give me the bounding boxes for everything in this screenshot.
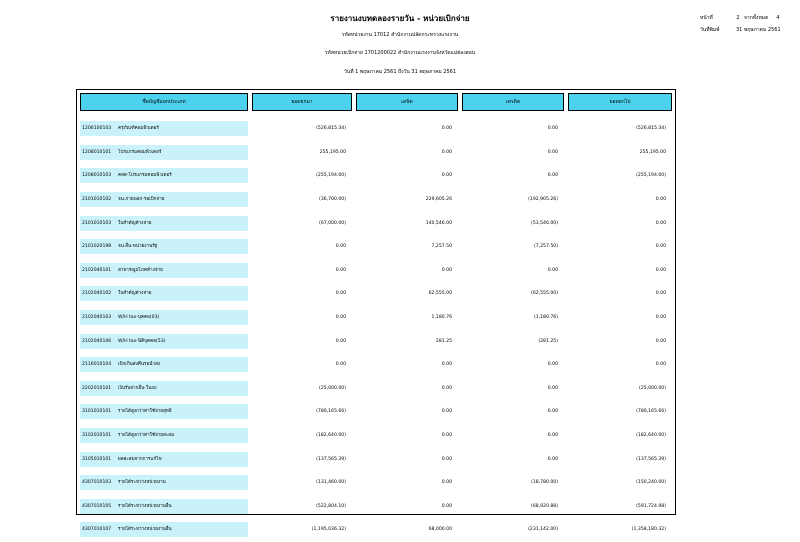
account-name: คสส-โปรแกรมคอมพิวเตอร์ [118, 173, 172, 179]
closing-balance-cell: 0.00 [655, 315, 666, 321]
account-code: 2102040106 [82, 338, 112, 344]
account-code: 2101010103 [82, 220, 112, 226]
account-name: รายได้ระหว่างหน่วยงานอื่น [118, 503, 172, 509]
table-row [80, 117, 672, 141]
debit-cell: 0.00 [441, 409, 452, 415]
print-date: 31 พฤษภาคม 2561 [736, 27, 781, 33]
debit-cell: 0.00 [441, 456, 452, 462]
credit-cell: 0.00 [547, 409, 558, 415]
report-title: รายงานงบทดลองรายวัน - หน่วยเบิกจ่าย [330, 14, 470, 23]
credit-cell: (53,546.00) [531, 220, 558, 226]
debit-cell: 0.00 [441, 126, 452, 132]
account-name: ใบสำคัญค้างจ่าย [118, 291, 152, 297]
credit-cell: (192,905.26) [528, 197, 558, 203]
closing-balance-cell: 0.00 [655, 244, 666, 250]
closing-balance-cell: (780,165.66) [636, 409, 666, 415]
column-header-debit: เดบิต [356, 93, 458, 111]
opening-balance-cell: 0.00 [335, 362, 346, 368]
account-code: 2102040103 [82, 315, 112, 321]
account-cell [80, 263, 248, 278]
account-cell [80, 381, 248, 396]
account-code: 4307010103 [82, 480, 112, 486]
closing-balance-cell: 0.00 [655, 338, 666, 344]
table-row [80, 141, 672, 165]
opening-balance-cell: 255,195.00 [319, 149, 346, 155]
account-cell [80, 310, 248, 325]
account-code: 2116010104 [82, 362, 112, 368]
account-cell [80, 334, 248, 349]
account-code: 3101010101 [82, 409, 112, 415]
account-code: 1208010101 [82, 149, 112, 155]
credit-cell: (1,180.76) [533, 315, 558, 321]
table-header [80, 93, 672, 111]
agency-line: รหัสหน่วยงาน 17012 สำนักงานปลัดกระทรวงแรงงาน [341, 32, 459, 38]
page-label: หน้าที่ [700, 15, 713, 21]
table-row [80, 329, 672, 353]
opening-balance-cell: (137,565.39) [316, 456, 346, 462]
account-name: เบิกเกินส่งคืนรอนำส่ง [118, 362, 161, 368]
debit-cell: 0.00 [441, 362, 452, 368]
table-row [80, 164, 672, 188]
debit-cell: 0.00 [441, 480, 452, 486]
debit-cell: 0.00 [441, 267, 452, 273]
table-row [80, 188, 672, 212]
account-name: จน.อื่น-หน่วยงานรัฐ [118, 244, 158, 250]
account-code: 2101010102 [82, 197, 112, 203]
account-name: รายได้ระหว่างหน่วยงาน [118, 480, 166, 486]
account-name: รายได้สูงกว่าค่าใช้จ่ายสุทธิ [118, 409, 172, 415]
table-row [80, 518, 672, 542]
column-header-closing: ยอดยกไป [568, 93, 672, 111]
account-cell [80, 239, 248, 254]
account-cell [80, 522, 248, 537]
opening-balance-cell: 0.00 [335, 315, 346, 321]
table-row [80, 306, 672, 330]
opening-balance-cell: (522,804.10) [316, 503, 346, 509]
opening-balance-cell: 0.00 [335, 291, 346, 297]
account-name: จน.ภายนอก-รอเบิกจ่าย [118, 197, 165, 203]
date-range-line: วันที่ 1 พฤษภาคม 2561 ถึงวัน 31 พฤษภาคม 2561 [343, 69, 457, 75]
credit-cell: (18,780.00) [531, 480, 558, 486]
debit-cell: 0.00 [441, 503, 452, 509]
debit-cell: 0.00 [441, 149, 452, 155]
closing-balance-cell: (526,815.34) [636, 126, 666, 132]
account-name: ครุภัณฑ์คอมพิวเตอร์ [118, 126, 159, 132]
account-name: W/H tax-นิติบุคคล(53) [118, 338, 166, 344]
opening-balance-cell: (67,000.00) [319, 220, 346, 226]
opening-balance-cell: (36,700.00) [319, 197, 346, 203]
credit-cell: (7,257.50) [533, 244, 558, 250]
opening-balance-cell: (1,195,036.32) [311, 527, 346, 533]
trial-balance-table [76, 89, 676, 533]
table-row [80, 495, 672, 519]
closing-balance-cell: (1,358,180.32) [631, 527, 666, 533]
opening-balance-cell: (25,000.00) [319, 385, 346, 391]
debit-cell: 281.25 [435, 338, 452, 344]
closing-balance-cell: 255,195.00 [639, 149, 666, 155]
account-code: 1206100103 [82, 126, 112, 132]
account-cell [80, 216, 248, 231]
debit-cell: 1,180.76 [431, 315, 452, 321]
account-code: 2101020198 [82, 244, 112, 250]
closing-balance-cell: 0.00 [655, 291, 666, 297]
column-header-account: ชื่อบัญชีแยกประเภท [80, 93, 248, 111]
account-name: ใบสำคัญค้างจ่าย [118, 220, 152, 226]
closing-balance-cell: (255,194.00) [636, 173, 666, 179]
credit-cell: 0.00 [547, 433, 558, 439]
credit-cell: (68,920.88) [531, 503, 558, 509]
debit-cell: 7,257.50 [431, 244, 452, 250]
credit-cell: (231,142.00) [528, 527, 558, 533]
account-code: 3105010101 [82, 456, 112, 462]
debit-cell: 140,546.00 [425, 220, 452, 226]
account-name: ผลสะสมจากการแก้ไข [118, 456, 162, 462]
closing-balance-cell: (137,565.39) [636, 456, 666, 462]
account-cell [80, 121, 248, 136]
account-code: 2202010101 [82, 385, 112, 391]
table-row [80, 259, 672, 283]
table-row [80, 447, 672, 471]
account-cell [80, 475, 248, 490]
credit-cell: 0.00 [547, 267, 558, 273]
debit-cell: 68,000.00 [428, 527, 452, 533]
credit-cell: 0.00 [547, 126, 558, 132]
account-name: เงินรับฝากอื่น-ในงบ [118, 385, 157, 391]
account-code: 4307010107 [82, 527, 112, 533]
opening-balance-cell: (255,194.00) [316, 173, 346, 179]
account-cell [80, 357, 248, 372]
account-cell [80, 168, 248, 183]
account-cell [80, 428, 248, 443]
credit-cell: 0.00 [547, 149, 558, 155]
closing-balance-cell: 0.00 [655, 197, 666, 203]
table-row [80, 377, 672, 401]
account-code: 2102040102 [82, 291, 112, 297]
debit-cell: 0.00 [441, 173, 452, 179]
opening-balance-cell: 0.00 [335, 267, 346, 273]
column-header-opening: ยอดยกมา [252, 93, 352, 111]
table-row [80, 353, 672, 377]
debit-cell: 0.00 [441, 385, 452, 391]
total-pages: 4 [776, 15, 780, 21]
account-code: 1208010103 [82, 173, 112, 179]
credit-cell: 0.00 [547, 362, 558, 368]
debit-cell: 62,555.00 [428, 291, 452, 297]
credit-cell: 0.00 [547, 173, 558, 179]
opening-balance-cell: (182,640.00) [316, 433, 346, 439]
account-cell [80, 404, 248, 419]
debit-cell: 229,605.26 [425, 197, 452, 203]
account-code: 3102010101 [82, 433, 112, 439]
opening-balance-cell: (131,460.00) [316, 480, 346, 486]
credit-cell: (281.25) [538, 338, 558, 344]
account-name: รายได้ระหว่างหน่วยงานอื่น [118, 527, 172, 533]
account-name: W/H tax-บุคคล(03) [118, 315, 160, 321]
account-name: โปรแกรมคอมพิวเตอร์ [118, 149, 162, 155]
credit-cell: 0.00 [547, 456, 558, 462]
closing-balance-cell: (25,000.00) [639, 385, 666, 391]
closing-balance-cell: 0.00 [655, 362, 666, 368]
account-name: รายได้สูงกว่าค่าใช้จ่ายสะสม [118, 433, 175, 439]
credit-cell: (62,555.00) [531, 291, 558, 297]
closing-balance-cell: (182,640.00) [636, 433, 666, 439]
table-body [80, 117, 672, 542]
account-code: 4307010105 [82, 503, 112, 509]
opening-balance-cell: (526,815.34) [316, 126, 346, 132]
closing-balance-cell: 0.00 [655, 267, 666, 273]
disbursement-unit-line: รหัสหน่วยเบิกจ่าย 1701200022 สำนักงานแรงงานจังหวัดแม่ฮ่องสอน [324, 50, 476, 56]
account-code: 2102040101 [82, 267, 112, 273]
table-row [80, 400, 672, 424]
opening-balance-cell: 0.00 [335, 338, 346, 344]
account-cell [80, 286, 248, 301]
closing-balance-cell: (150,240.00) [636, 480, 666, 486]
table-row [80, 424, 672, 448]
print-date-label: วันที่พิมพ์ [700, 27, 720, 33]
of-label: จากทั้งหมด [744, 15, 769, 21]
credit-cell: 0.00 [547, 385, 558, 391]
column-header-credit: เครดิต [462, 93, 564, 111]
opening-balance-cell: (780,165.66) [316, 409, 346, 415]
table-row [80, 282, 672, 306]
table-row [80, 211, 672, 235]
page-info [700, 12, 800, 36]
account-cell [80, 145, 248, 160]
account-cell [80, 452, 248, 467]
table-row [80, 235, 672, 259]
account-name: สาธารณูปโภคค้างจ่าย [118, 267, 163, 273]
account-cell [80, 499, 248, 514]
opening-balance-cell: 0.00 [335, 244, 346, 250]
closing-balance-cell: 0.00 [655, 220, 666, 226]
page-number: 2 [736, 15, 740, 21]
account-cell [80, 192, 248, 207]
debit-cell: 0.00 [441, 433, 452, 439]
closing-balance-cell: (591,724.98) [636, 503, 666, 509]
table-row [80, 471, 672, 495]
